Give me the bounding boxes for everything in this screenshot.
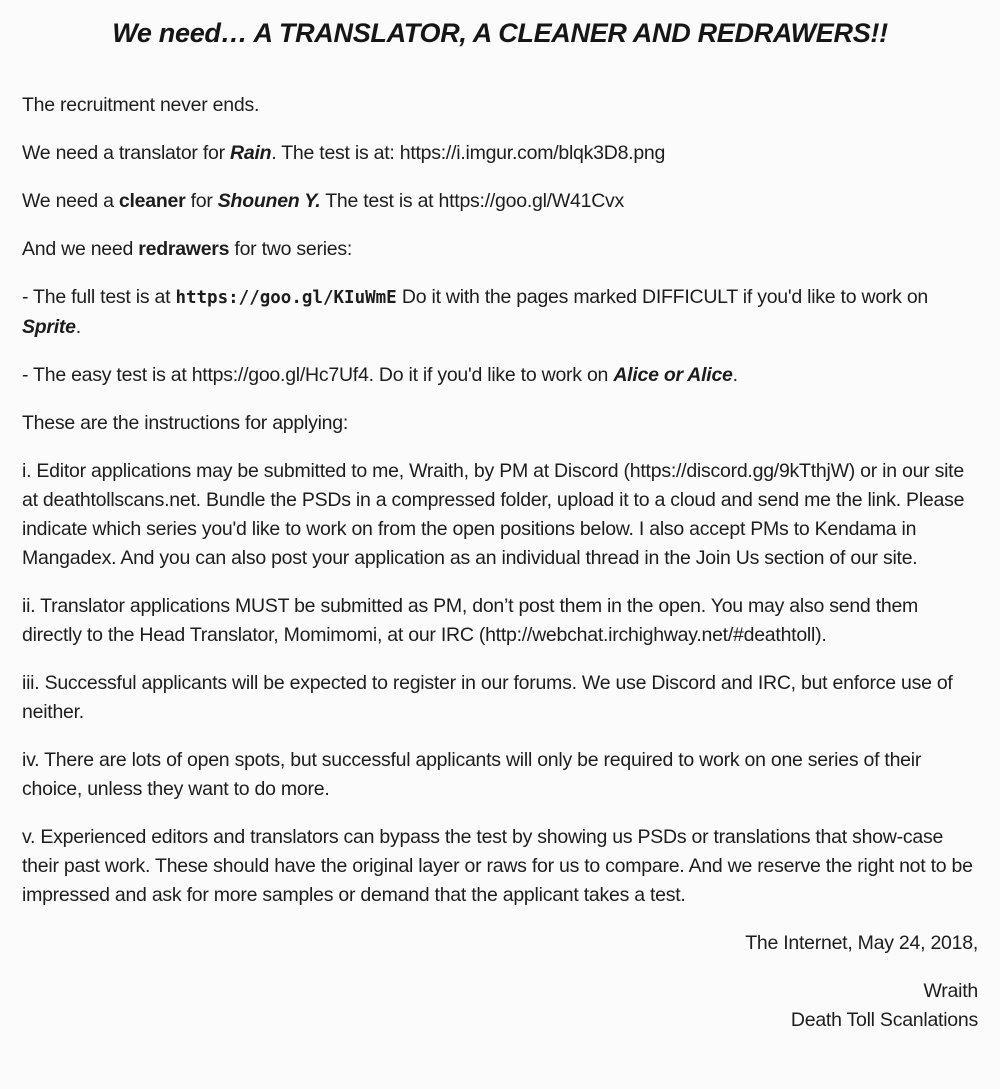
series-name-alice-or-alice: Alice or Alice	[613, 364, 733, 386]
text-segment: - The easy test is at https://goo.gl/Hc7Uf4. Do it if you'd like to work on	[22, 364, 614, 386]
role-cleaner: cleaner	[118, 190, 186, 212]
paragraph-instruction-iii	[22, 669, 978, 727]
text-segment: i. Editor applications may be submitted to me, Wraith, by PM at Discord (https://discord.gg/9kTthjW) or in our site at deathtollscans.net. Bundle the PSDs in a compressed folder, upload it to a cloud and send me the link. Please indicate which series you'd like to work on from the open positions below. I also accept PMs to Kendama in Mangadex. And you can also post your application as an individual thread in the Join Us section of our site.	[22, 460, 965, 569]
text-segment: ii. Translator applications MUST be submitted as PM, don’t post them in the open. You may also send them directly to the Head Translator, Momimomi, at our IRC (http://webchat.irchighway.net/#deathtoll).	[22, 595, 919, 646]
paragraph-full-test	[22, 283, 978, 342]
text-segment: These are the instructions for applying:	[22, 412, 349, 434]
paragraph-translator-needed	[22, 139, 978, 168]
paragraph-instruction-v	[22, 823, 978, 910]
text-segment: And we need	[22, 238, 139, 260]
signature-date-line	[22, 929, 978, 958]
text-segment: The test is at https://goo.gl/W41Cvx	[320, 190, 625, 212]
page-title: We need… A TRANSLATOR, A CLEANER AND REDRAWERS!!	[112, 18, 888, 48]
paragraph-easy-test	[22, 361, 978, 390]
paragraph-instruction-ii	[22, 592, 978, 650]
signature-group: Death Toll Scanlations	[790, 1009, 978, 1031]
paragraph-cleaner-needed	[22, 187, 978, 216]
paragraph-instruction-iv	[22, 746, 978, 804]
text-segment: iii. Successful applicants will be expected to register in our forums. We use Discord and IRC, but enforce use of neither.	[22, 672, 953, 723]
signature-author: Wraith	[923, 980, 978, 1002]
text-segment: for	[185, 190, 218, 212]
text-segment: Do it with the pages marked DIFFICULT if you'd like to work on	[396, 286, 929, 308]
text-segment: The recruitment never ends.	[22, 94, 260, 116]
text-segment: We need a translator for	[22, 142, 231, 164]
paragraph-instructions-intro	[22, 409, 978, 438]
paragraph-recruitment-never-ends	[22, 91, 978, 120]
text-segment: v. Experienced editors and translators can bypass the test by showing us PSDs or translations that show-case their past work. These should have the original layer or raws for us to compare. And we reserve the right not to be impressed and ask for more samples or demand that the applicant takes a test.	[22, 826, 973, 906]
text-segment: .	[732, 364, 738, 386]
url-full-test: https://goo.gl/KIuWmE	[175, 288, 397, 308]
text-segment: .	[75, 316, 81, 338]
text-segment: The Internet, May 24, 2018,	[745, 932, 978, 954]
text-segment: We need a	[22, 190, 119, 212]
paragraph-instruction-i	[22, 457, 978, 573]
series-name-rain: Rain	[230, 142, 272, 164]
text-segment: - The full test is at	[22, 286, 176, 308]
role-redrawers: redrawers	[138, 238, 230, 260]
text-segment: . The test is at: https://i.imgur.com/blqk3D8.png	[271, 142, 666, 164]
series-name-sprite: Sprite	[22, 316, 76, 338]
text-segment: for two series:	[229, 238, 353, 260]
signature-block	[22, 977, 978, 1035]
paragraph-redrawers-needed	[22, 235, 978, 264]
text-segment: iv. There are lots of open spots, but successful applicants will only be required to work on one series of their choice, unless they want to do more.	[22, 749, 922, 800]
series-name-shounen-y: Shounen Y.	[217, 190, 321, 212]
